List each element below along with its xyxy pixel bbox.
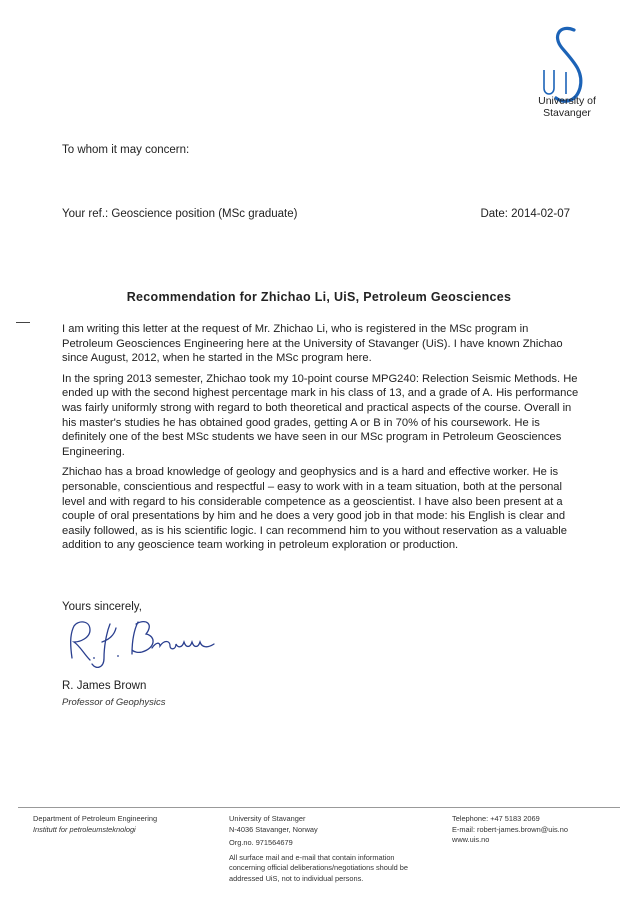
university-name bbox=[512, 95, 622, 119]
signer-name: R. James Brown bbox=[62, 680, 147, 692]
salutation: To whom it may concern: bbox=[62, 144, 190, 156]
telephone: Telephone: +47 5183 2069 bbox=[452, 814, 540, 823]
department-norwegian: Institutt for petroleumsteknologi bbox=[33, 824, 136, 834]
website-link[interactable]: www.uis.no bbox=[452, 835, 490, 844]
letter-title: Recommendation for Zhichao Li, UiS, Petroleum Geosciences bbox=[126, 290, 512, 304]
signer-title: Professor of Geophysics bbox=[62, 697, 166, 708]
footer-contact bbox=[452, 814, 568, 846]
university-line-1: University of bbox=[538, 95, 596, 107]
footer-department bbox=[33, 814, 157, 835]
org-number: Org.no. 971564679 bbox=[229, 838, 293, 847]
address-line-2: N-4036 Stavanger, Norway bbox=[229, 824, 318, 834]
letter-date: Date: 2014-02-07 bbox=[480, 208, 570, 220]
footer-note: All surface mail and e-mail that contain information concerning official deliberations/negotiations should be addressed UiS, not to individual persons. bbox=[229, 852, 409, 883]
letter-body bbox=[62, 322, 582, 559]
university-line-2: Stavanger bbox=[543, 107, 591, 119]
footer-address bbox=[229, 814, 429, 884]
email-link[interactable]: E-mail: robert-james.brown@uis.no bbox=[452, 824, 568, 834]
department-english: Department of Petroleum Engineering bbox=[33, 814, 158, 823]
reference-line: Your ref.: Geoscience position (MSc graduate) bbox=[62, 208, 298, 220]
body-paragraph-2: In the spring 2013 semester, Zhichao took my 10-point course MPG240: Relection Seismic Methods. He ended up with the second highest percentage mark in his class of 13, and a grade of A. His performance was fairly uniformly strong with regard to both theoretical and practical aspects of the course. Overall in his master's studies he has obtained good grades, getting A or B in 70% of his coursework. He is definitely one of the best MSc students we have seen in our MSc program in Petroleum Geosciences Engineering. bbox=[62, 372, 579, 458]
footer-divider bbox=[18, 807, 620, 808]
body-paragraph-1: I am writing this letter at the request of Mr. Zhichao Li, who is registered in the MSc program in Petroleum Geosciences Engineering here at the University of Stavanger (UiS). I have known Zhichao since August, 2012, when he started in the MSc program here. bbox=[62, 323, 563, 365]
body-paragraph-3: Zhichao has a broad knowledge of geology and geophysics and is a hard and effective worker. He is personable, conscientious and respectful – easy to work with in a team situation, both at the personal level and with regard to his considerable competence as a geoscientist. I have also been present at a couple of oral presentations by him and he does a very good job in that mode: his English is clear and easily followed, as is his scientific logic. I can recommend him to you without reservation as a valuable addition to any geoscience team working in petroleum exploration or production. bbox=[62, 466, 567, 552]
address-line-1: University of Stavanger bbox=[229, 814, 306, 823]
fold-mark bbox=[16, 322, 30, 323]
closing: Yours sincerely, bbox=[62, 601, 142, 613]
handwritten-signature bbox=[60, 614, 220, 672]
